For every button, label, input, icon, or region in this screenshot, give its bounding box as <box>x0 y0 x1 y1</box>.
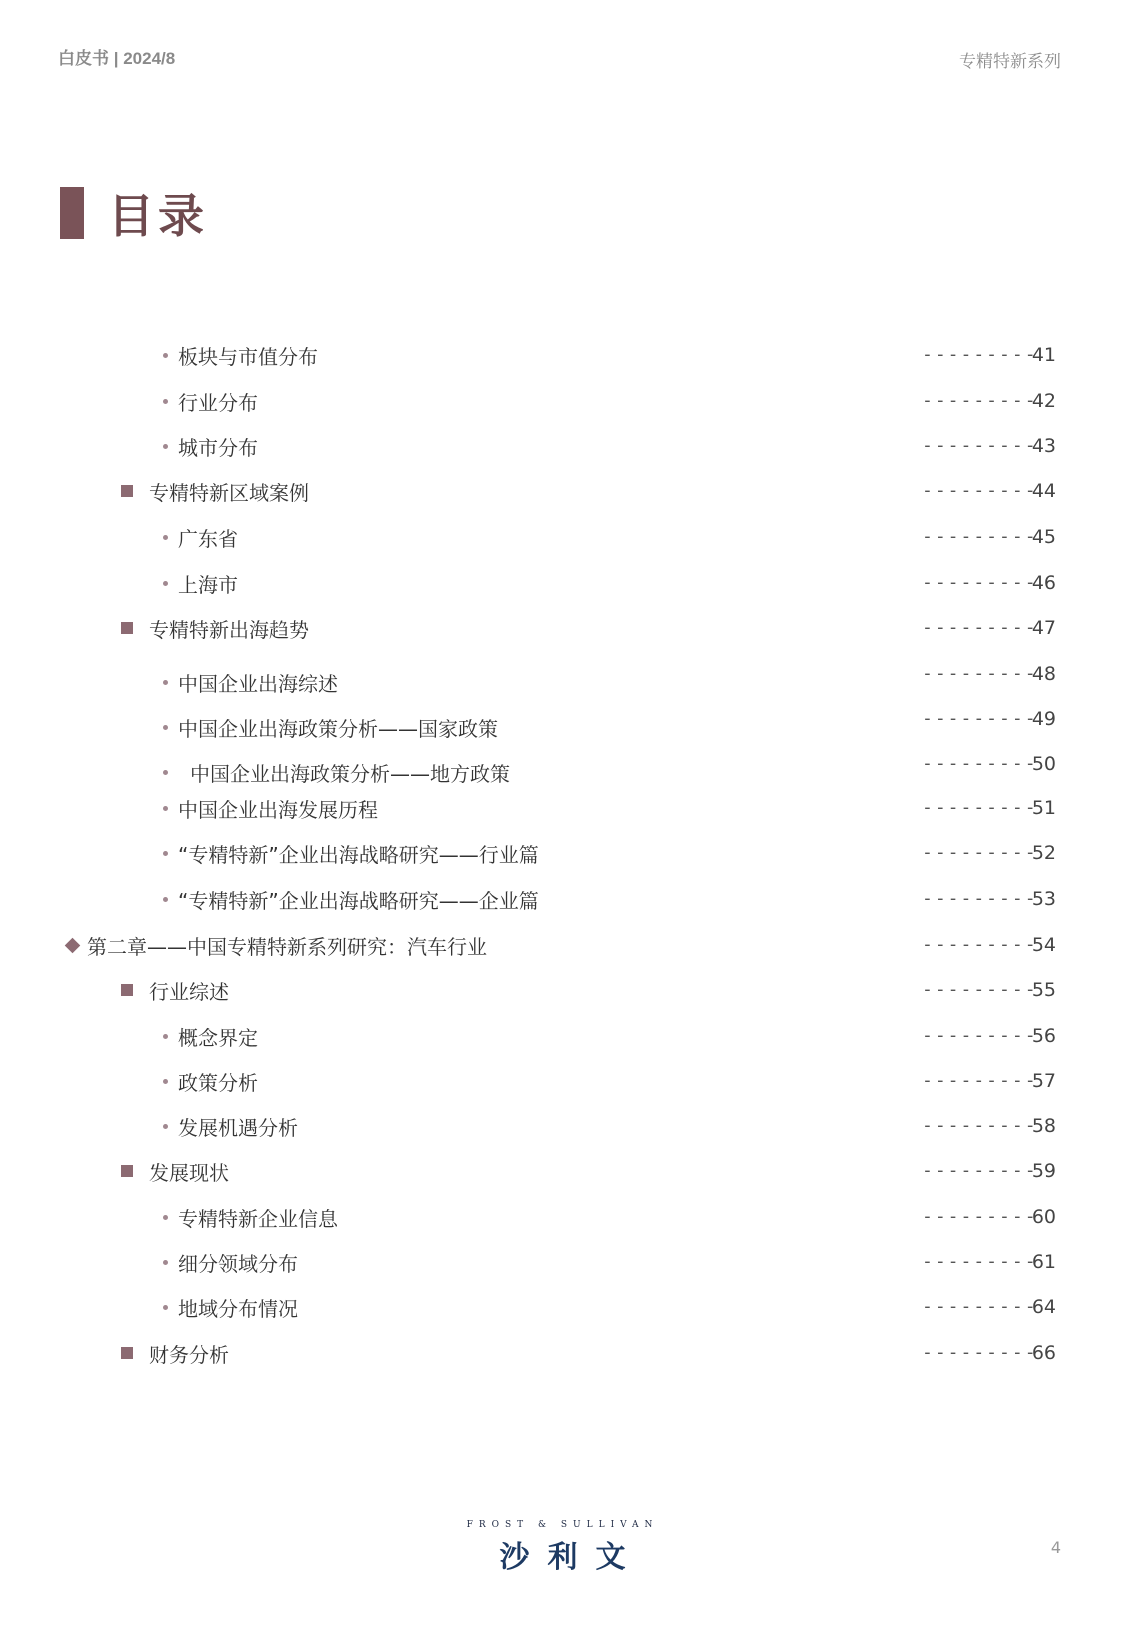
toc-page-number: 44 <box>1031 480 1056 502</box>
dot-bullet-icon <box>163 1260 168 1265</box>
toc-entry[interactable] <box>0 1202 1125 1232</box>
toc-entry-label: 中国企业出海发展历程 <box>178 797 378 822</box>
dot-bullet-icon <box>163 851 168 856</box>
toc-page-number: 64 <box>1031 1296 1056 1318</box>
toc-entry-title <box>121 1338 229 1368</box>
toc-entry-label: 发展机遇分析 <box>178 1115 298 1140</box>
toc-page-number: 54 <box>1031 934 1056 956</box>
toc-entry[interactable] <box>0 431 1125 461</box>
toc-page-number: 46 <box>1031 572 1056 594</box>
square-bullet-icon <box>121 485 133 497</box>
dot-bullet-icon <box>163 581 168 586</box>
dot-bullet-icon <box>163 1034 168 1039</box>
toc-page-number: 60 <box>1031 1206 1056 1228</box>
toc-dot-leader: --------- <box>922 842 1038 863</box>
toc-dot-leader: --------- <box>922 572 1038 593</box>
toc-entry[interactable] <box>0 793 1125 823</box>
toc-entry-title <box>163 1021 258 1051</box>
dot-bullet-icon <box>163 444 168 449</box>
toc-entry-label: 城市分布 <box>178 435 258 460</box>
toc-dot-leader: --------- <box>922 1160 1038 1181</box>
toc-entry[interactable] <box>0 1247 1125 1277</box>
toc-dot-leader: --------- <box>922 435 1038 456</box>
toc-entry[interactable] <box>0 613 1125 643</box>
toc-dot-leader: --------- <box>922 1070 1038 1091</box>
toc-dot-leader: --------- <box>922 708 1038 729</box>
logo-english-text: FROST & SULLIVAN <box>466 1520 659 1530</box>
toc-entry-label: 中国企业出海政策分析——国家政策 <box>178 716 498 741</box>
dot-bullet-icon <box>163 806 168 811</box>
toc-dot-leader: --------- <box>922 663 1038 684</box>
toc-entry-label: 政策分析 <box>178 1070 258 1095</box>
toc-entry-label: 细分领域分布 <box>178 1251 298 1276</box>
toc-entry-title <box>163 884 539 914</box>
toc-entry-label: 第二章——中国专精特新系列研究：汽车行业 <box>87 934 487 959</box>
toc-dot-leader: --------- <box>922 1251 1038 1272</box>
dot-bullet-icon <box>163 1079 168 1084</box>
toc-entry[interactable] <box>0 1021 1125 1051</box>
dot-bullet-icon <box>163 680 168 685</box>
toc-entry[interactable] <box>0 704 1125 741</box>
toc-dot-leader: --------- <box>922 1206 1038 1227</box>
toc-page-number: 47 <box>1031 617 1056 639</box>
toc-entry-label: 地域分布情况 <box>178 1296 298 1321</box>
square-bullet-icon <box>121 984 133 996</box>
toc-entry-title <box>163 386 258 416</box>
toc-dot-leader: --------- <box>922 753 1038 774</box>
toc-entry-title <box>163 340 318 370</box>
toc-entry[interactable] <box>0 1066 1125 1096</box>
square-bullet-icon <box>121 1165 133 1177</box>
toc-entry-label: 发展现状 <box>149 1160 229 1185</box>
page-title: 目录 <box>108 189 208 243</box>
toc-dot-leader: --------- <box>922 480 1038 501</box>
toc-entry[interactable] <box>0 476 1125 506</box>
toc-entry-title <box>163 838 539 868</box>
page-number: 4 <box>1050 1538 1061 1557</box>
toc-dot-leader: --------- <box>922 344 1038 365</box>
toc-entry[interactable] <box>0 1156 1125 1186</box>
toc-entry-title <box>163 431 258 461</box>
toc-dot-leader: --------- <box>922 797 1038 818</box>
toc-entry-label: 中国企业出海政策分析——地方政策 <box>190 761 510 786</box>
toc-page-number: 53 <box>1031 888 1056 910</box>
toc-entry-label: “专精特新”企业出海战略研究——行业篇 <box>178 842 539 867</box>
toc-page-number: 59 <box>1031 1160 1056 1182</box>
toc-entry-label: 专精特新企业信息 <box>178 1206 338 1231</box>
toc-entry-title <box>163 793 378 823</box>
toc-page-number: 52 <box>1031 842 1056 864</box>
toc-entry-label: 板块与市值分布 <box>178 344 318 369</box>
toc-entry-label: “专精特新”企业出海战略研究——企业篇 <box>178 888 539 913</box>
toc-entry-label: 行业综述 <box>149 979 229 1004</box>
toc-page-number: 42 <box>1031 390 1056 412</box>
toc-dot-leader: --------- <box>922 617 1038 638</box>
logo-chinese-text: 沙利文 <box>499 1540 644 1575</box>
toc-page-number: 58 <box>1031 1115 1056 1137</box>
toc-entry-title <box>163 1202 338 1232</box>
toc-page-number: 57 <box>1031 1070 1056 1092</box>
toc-page-number: 51 <box>1031 797 1056 819</box>
toc-entry-title <box>163 1066 258 1096</box>
toc-page-number: 43 <box>1031 435 1056 457</box>
toc-page-number: 66 <box>1031 1342 1056 1364</box>
toc-entry[interactable] <box>0 340 1125 370</box>
toc-entry[interactable] <box>0 884 1125 914</box>
dot-bullet-icon <box>163 353 168 358</box>
toc-dot-leader: --------- <box>922 1025 1038 1046</box>
toc-dot-leader: --------- <box>922 888 1038 909</box>
toc-dot-leader: --------- <box>922 1115 1038 1136</box>
toc-entry-title <box>121 975 229 1005</box>
toc-entry-title <box>163 1247 298 1277</box>
toc-dot-leader: --------- <box>922 390 1038 411</box>
toc-entry[interactable] <box>0 568 1125 598</box>
toc-page-number: 48 <box>1031 663 1056 685</box>
toc-entry-label: 概念界定 <box>178 1025 258 1050</box>
toc-heading <box>60 186 208 243</box>
toc-page-number: 55 <box>1031 979 1056 1001</box>
toc-entry-title <box>121 613 309 643</box>
header-series-label: 专精特新系列 <box>959 52 1061 71</box>
frost-sullivan-logo <box>0 1520 1125 1576</box>
dot-bullet-icon <box>163 770 168 775</box>
toc-dot-leader: --------- <box>922 1342 1038 1363</box>
toc-entry-title <box>163 522 238 552</box>
toc-entry-label: 行业分布 <box>178 390 258 415</box>
toc-entry-label: 专精特新出海趋势 <box>149 617 309 642</box>
square-bullet-icon <box>121 1347 133 1359</box>
dot-bullet-icon <box>163 535 168 540</box>
header-report-label: 白皮书 | 2024/8 <box>58 49 176 68</box>
toc-entry[interactable] <box>0 386 1125 416</box>
toc-dot-leader: --------- <box>922 526 1038 547</box>
dot-bullet-icon <box>163 1305 168 1310</box>
toc-page-number: 41 <box>1031 344 1056 366</box>
toc-entry[interactable] <box>0 522 1125 552</box>
dot-bullet-icon <box>163 725 168 730</box>
toc-entry-label: 专精特新区域案例 <box>149 480 309 505</box>
toc-entry-title <box>163 1292 298 1322</box>
toc-entry[interactable] <box>0 930 1125 960</box>
toc-page-number: 56 <box>1031 1025 1056 1047</box>
toc-entry-title <box>121 476 309 506</box>
toc-page-number: 61 <box>1031 1251 1056 1273</box>
dot-bullet-icon <box>163 1215 168 1220</box>
toc-entry-label: 上海市 <box>178 572 238 597</box>
title-accent-bar <box>60 187 84 239</box>
toc-dot-leader: --------- <box>922 979 1038 1000</box>
toc-entry-title <box>163 667 338 697</box>
toc-page-number: 49 <box>1031 708 1056 730</box>
toc-entry-title <box>163 712 498 742</box>
toc-entry-label: 财务分析 <box>149 1342 229 1367</box>
toc-entry[interactable] <box>0 749 1125 786</box>
diamond-bullet-icon <box>65 937 81 953</box>
toc-page-number: 50 <box>1031 753 1056 775</box>
toc-dot-leader: --------- <box>922 1296 1038 1317</box>
toc-entry[interactable] <box>0 975 1125 1005</box>
toc-entry[interactable] <box>0 1338 1125 1368</box>
toc-entry[interactable] <box>0 838 1125 868</box>
toc-entry-title <box>163 568 238 598</box>
toc-entry-title <box>163 757 510 787</box>
toc-page-number: 45 <box>1031 526 1056 548</box>
toc-entry[interactable] <box>0 1292 1125 1322</box>
toc-entry-label: 中国企业出海综述 <box>178 671 338 696</box>
toc-entry-title <box>121 1156 229 1186</box>
toc-entry-title <box>64 930 487 960</box>
square-bullet-icon <box>121 622 133 634</box>
toc-entry[interactable] <box>0 659 1125 696</box>
dot-bullet-icon <box>163 1124 168 1129</box>
toc-entry-title <box>163 1111 298 1141</box>
toc-entry-label: 广东省 <box>178 526 238 551</box>
dot-bullet-icon <box>163 399 168 404</box>
toc-entry[interactable] <box>0 1111 1125 1141</box>
toc-dot-leader: --------- <box>922 934 1038 955</box>
dot-bullet-icon <box>163 897 168 902</box>
